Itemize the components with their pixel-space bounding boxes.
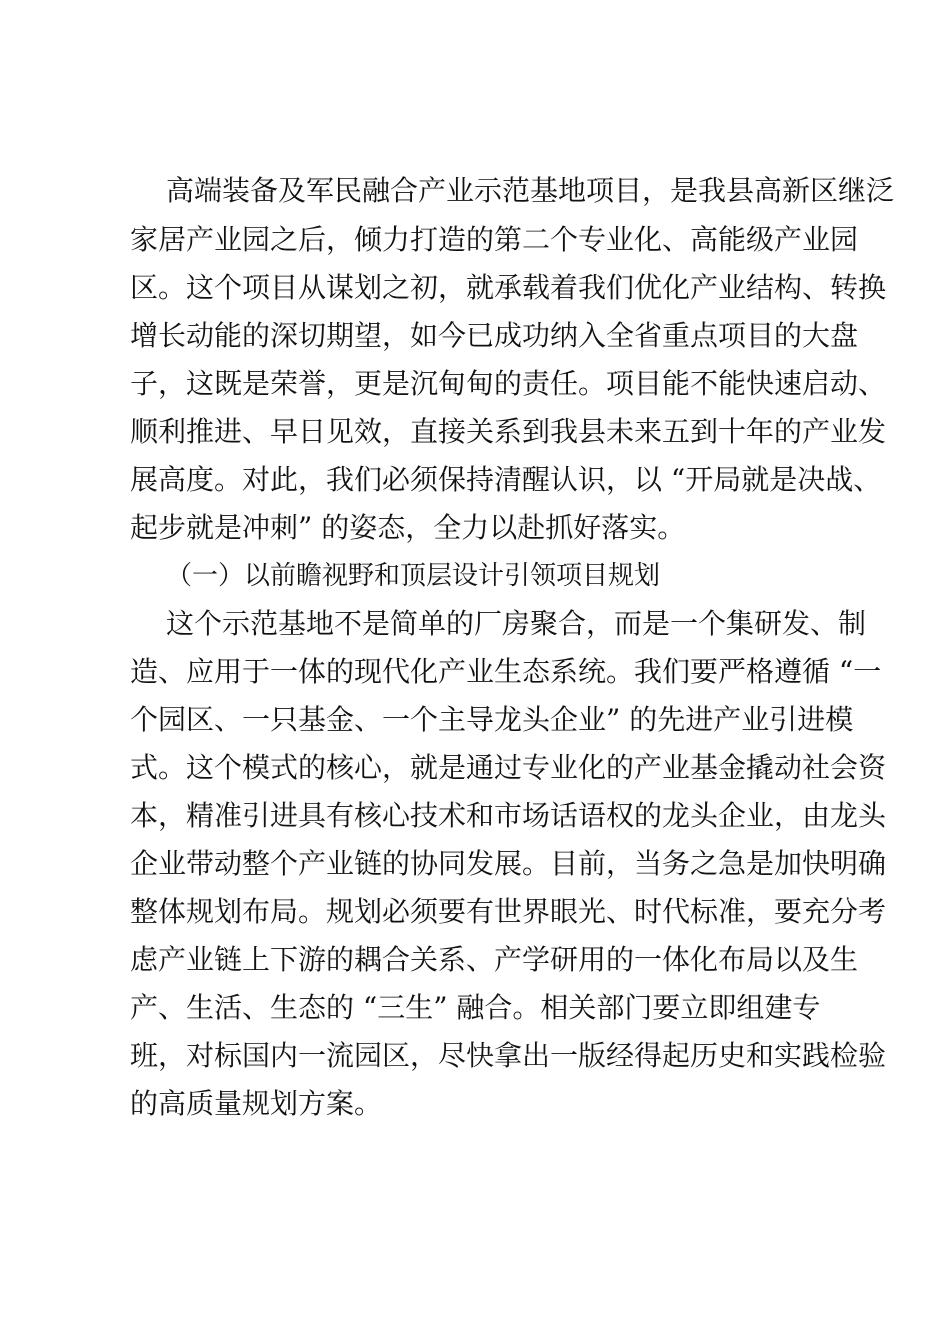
text-line: 产、生活、生态的 “三生” 融合。相关部门要立即组建专 xyxy=(130,991,821,1024)
text-line: 造、应用于一体的现代化产业生态系统。我们要严格遵循 “一 xyxy=(130,655,882,688)
text-line: 子，这既是荣誉，更是沉甸甸的责任。项目能不能快速启动、 xyxy=(130,367,887,400)
text-line: 顺利推进、早日见效，直接关系到我县未来五到十年的产业发 xyxy=(130,415,887,448)
text-line: 这个示范基地不是简单的厂房聚合，而是一个集研发、制 xyxy=(166,607,867,640)
text-line: 起步就是冲刺” 的姿态，全力以赴抓好落实。 xyxy=(130,511,686,544)
section-heading: （一）以前瞻视野和顶层设计引领项目规划 xyxy=(166,561,661,591)
text-line: 个园区、一只基金、一个主导龙头企业” 的先进产业引进模 xyxy=(130,703,854,736)
text-line: 高端装备及军民融合产业示范基地项目，是我县高新区继泛 xyxy=(166,174,895,207)
text-line: 式。这个模式的核心，就是通过专业化的产业基金撬动社会资 xyxy=(130,751,887,784)
text-line: 整体规划布局。规划必须要有世界眼光、时代标准，要充分考 xyxy=(130,895,887,928)
text-line: 虑产业链上下游的耦合关系、产学研用的一体化布局以及生 xyxy=(130,943,859,976)
text-line: 企业带动整个产业链的协同发展。目前，当务之急是加快明确 xyxy=(130,847,887,880)
text-line: 展高度。对此，我们必须保持清醒认识，以 “开局就是决战、 xyxy=(130,463,882,496)
text-line: 家居产业园之后，倾力打造的第二个专业化、高能级产业园 xyxy=(130,223,859,256)
text-line: 增长动能的深切期望，如今已成功纳入全省重点项目的大盘 xyxy=(130,319,859,352)
text-line: 班，对标国内一流园区，尽快拿出一版经得起历史和实践检验 xyxy=(130,1039,887,1072)
text-line: 的高质量规划方案。 xyxy=(130,1087,383,1120)
text-line: 本，精准引进具有核心技术和市场话语权的龙头企业，由龙头 xyxy=(130,799,887,832)
text-line: 区。这个项目从谋划之初，就承载着我们优化产业结构、转换 xyxy=(130,271,887,304)
